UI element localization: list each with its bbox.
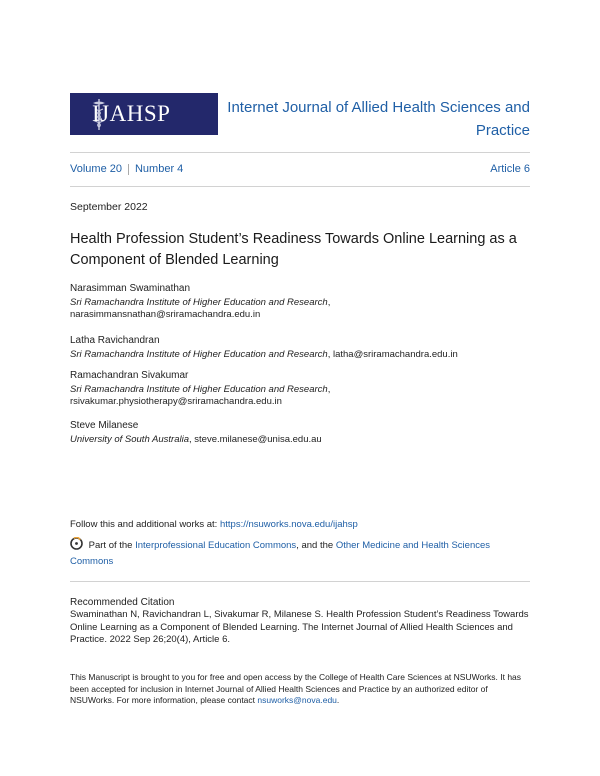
citation-text: Swaminathan N, Ravichandran L, Sivakumar R, Milanese S. Health Profession Student’s Readiness Towards Online Learning as a Component of Blended Learning. The Internet Journal of Allied Health Sciences and Practice. 2022 Sep 26;20(4), Article 6.: [70, 609, 529, 645]
citation-heading: Recommended Citation: [70, 597, 175, 608]
paper-title: Health Profession Student’s Readiness Towards Online Learning as a Component of Blended Learning: [70, 231, 517, 268]
part-of-middle: , and the: [296, 540, 336, 551]
logo-text: IJAHSP: [92, 101, 171, 126]
repository-link[interactable]: https://nsuworks.nova.edu/ijahsp: [219, 519, 358, 530]
author-block: [70, 370, 540, 409]
author-separator: ,: [188, 433, 195, 445]
part-of-prefix: Part of the: [86, 540, 136, 551]
author-separator: ,: [327, 383, 331, 395]
author-name: Steve Milanese: [70, 420, 139, 431]
author-affiliation: Sri Ramachandra Institute of Higher Education and Research: [70, 383, 328, 395]
author-name: Ramachandran Sivakumar: [70, 370, 189, 381]
footer-text: This Manuscript is brought to you for free and open access by the College of Health Care Sciences at NSUWorks. It has been accepted for inclusion in Internet Journal of Allied Health Sciences and Practice by an authorized editor of NSUWorks. For more information, please contact: [70, 672, 522, 705]
article-link[interactable]: Article 6: [490, 163, 530, 175]
author-block: [70, 283, 540, 322]
author-block: [70, 420, 540, 446]
divider: [70, 186, 530, 187]
author-affiliation: Sri Ramachandra Institute of Higher Education and Research: [70, 296, 328, 308]
open-access-icon: [70, 537, 83, 550]
divider: [70, 581, 530, 582]
contact-email-link[interactable]: nsuworks@nova.edu: [257, 695, 337, 705]
divider: [70, 152, 530, 153]
other-medicine-commons-link[interactable]: Other Medicine and Health Sciences Commons: [70, 540, 491, 567]
author-separator: ,: [327, 348, 333, 360]
footer-notice: [70, 672, 530, 707]
author-affiliation: Sri Ramachandra Institute of Higher Education and Research: [70, 348, 328, 360]
number-link[interactable]: Number 4: [134, 163, 184, 175]
author-block: [70, 335, 540, 361]
interprofessional-education-commons-link[interactable]: Interprofessional Education Commons: [135, 540, 297, 551]
publication-date: September 2022: [70, 201, 148, 213]
follow-text: Follow this and additional works at:: [70, 519, 220, 530]
author-email[interactable]: rsivakumar.physiotherapy@sriramachandra.edu.in: [70, 396, 282, 407]
author-name: Latha Ravichandran: [70, 335, 160, 346]
journal-logo: [70, 93, 218, 135]
part-of-line: [70, 537, 530, 570]
author-separator: ,: [327, 296, 331, 308]
footer-end: .: [336, 695, 340, 705]
author-email[interactable]: latha@sriramachandra.edu.in: [332, 348, 458, 360]
volume-link[interactable]: Volume 20: [70, 163, 122, 175]
follow-line: [70, 519, 358, 530]
author-name: Narasimman Swaminathan: [70, 283, 191, 294]
journal-title[interactable]: Internet Journal of Allied Health Sciences and Practice: [227, 99, 530, 139]
author-email[interactable]: steve.milanese@unisa.edu.au: [194, 433, 322, 445]
issue-row: [70, 163, 530, 175]
author-email[interactable]: narasimmansnathan@sriramachandra.edu.in: [70, 309, 261, 320]
issue-separator: [128, 164, 129, 175]
author-affiliation: University of South Australia: [70, 433, 189, 445]
